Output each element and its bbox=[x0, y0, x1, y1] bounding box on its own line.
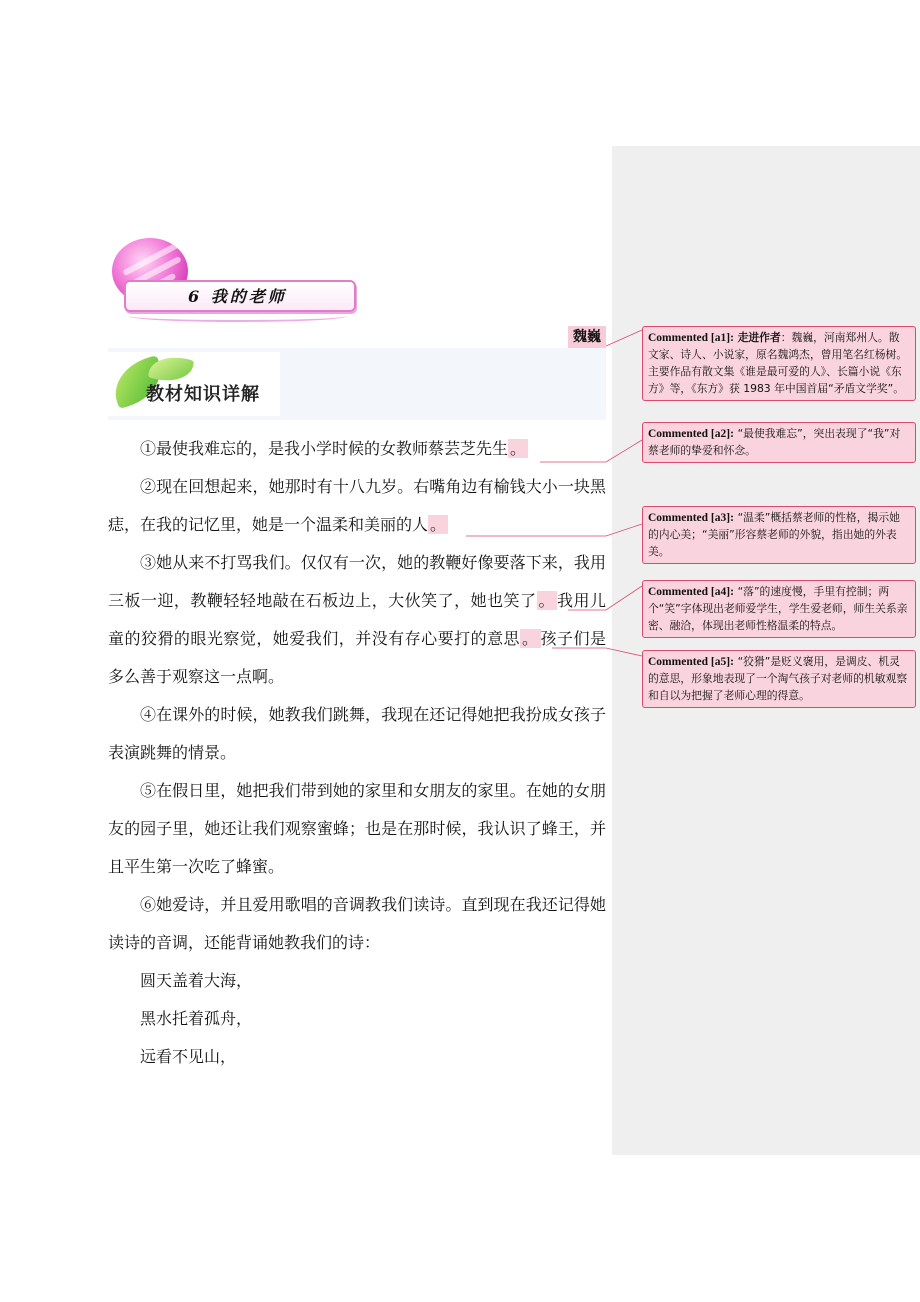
lesson-title: 6 我的老师 bbox=[188, 287, 287, 306]
paragraph-4: ④在课外的时候，她教我们跳舞，我现在还记得她把我扮成女孩子表演跳舞的情景。 bbox=[108, 705, 606, 762]
comment-text: ：魏巍，河南郑州人。散文家、诗人、小说家，原名魏鸿杰，曾用笔名红杨树。主要作品有散文集《谁是最可爱的人》、长篇小说《东方》等，《东方》获 1983 年中国首届“矛盾文学奖”。 bbox=[648, 331, 908, 395]
author-name[interactable]: 魏巍 bbox=[568, 326, 606, 348]
comment-text: “落”的速度慢，手里有控制；两个“笑”字体现出老师爱学生，学生爱老师，师生关系亲密、融洽，体现出老师性格温柔的特点。 bbox=[648, 585, 908, 632]
paragraph-text: 我用儿童的狡猾的眼光察觉，她爱我们，并没有存心要打的意思 bbox=[108, 591, 606, 648]
comment-label: Commented [a1]: bbox=[648, 332, 734, 344]
comment-anchor-a2[interactable]: 。 bbox=[510, 439, 527, 458]
connector-line bbox=[606, 330, 642, 346]
poem-line: 远看不见山， bbox=[140, 1047, 237, 1066]
comment-anchor-a5[interactable]: 。 bbox=[522, 629, 539, 648]
paragraph-text: ①最使我难忘的，是我小学时候的女教师蔡芸芝先生 bbox=[140, 439, 509, 458]
comment-text: “最使我难忘”，突出表现了“我”对蔡老师的挚爱和怀念。 bbox=[648, 427, 901, 457]
paragraph-text: 孩子们是多么善于观察这一点啊。 bbox=[108, 629, 606, 686]
paragraph-text: ②现在回想起来，她那时有十八九岁。右嘴角边有榆钱大小一块黑痣，在我的记忆里，她是一个温柔和美丽的人 bbox=[108, 477, 606, 534]
comment-a3[interactable] bbox=[642, 506, 916, 564]
poem-line: 圆天盖着大海， bbox=[140, 971, 253, 990]
comment-label: Commented [a4]: bbox=[648, 586, 734, 598]
comment-anchor-a4[interactable]: 。 bbox=[538, 591, 555, 610]
comment-a2[interactable] bbox=[642, 422, 916, 463]
paragraph-6: ⑥她爱诗，并且爱用歌唱的音调教我们读诗。直到现在我还记得她读诗的音调，还能背诵她教我们的诗： bbox=[108, 895, 606, 952]
comment-text: “温柔”概括蔡老师的性格，揭示她的内心美；“美丽”形容蔡老师的外貌，指出她的外表美。 bbox=[648, 511, 900, 558]
comment-label: Commented [a5]: bbox=[648, 656, 734, 668]
comment-a5[interactable] bbox=[642, 650, 916, 708]
comment-label: Commented [a3]: bbox=[648, 512, 734, 524]
comment-a1[interactable] bbox=[642, 326, 916, 401]
poem-line: 黑水托着孤舟， bbox=[140, 1009, 253, 1028]
comment-label: Commented [a2]: bbox=[648, 428, 734, 440]
connector-line bbox=[466, 524, 642, 536]
comment-heading: 走进作者 bbox=[737, 331, 781, 344]
comment-a4[interactable] bbox=[642, 580, 916, 638]
paragraph-text: ③她从来不打骂我们。仅仅有一次，她的教鞭好像要落下来，我用三板一迎，教鞭轻轻地敲在石板边上，大伙笑了，她也笑了 bbox=[108, 553, 606, 610]
connector-line bbox=[552, 648, 642, 656]
connector-line bbox=[540, 440, 642, 462]
section-title: 教材知识详解 bbox=[146, 384, 260, 405]
paragraph-5: ⑤在假日里，她把我们带到她的家里和女朋友的家里。在她的女朋友的园子里，她还让我们观察蜜蜂；也是在那时候，我认识了蜂王，并且平生第一次吃了蜂蜜。 bbox=[108, 781, 606, 876]
comment-text: “狡猾”是贬义褒用，是调皮、机灵的意思，形象地表现了一个淘气孩子对老师的机敏观察和自以为把握了老师心理的得意。 bbox=[648, 655, 908, 702]
connector-line bbox=[568, 586, 642, 610]
comment-anchor-a3[interactable]: 。 bbox=[430, 515, 447, 534]
